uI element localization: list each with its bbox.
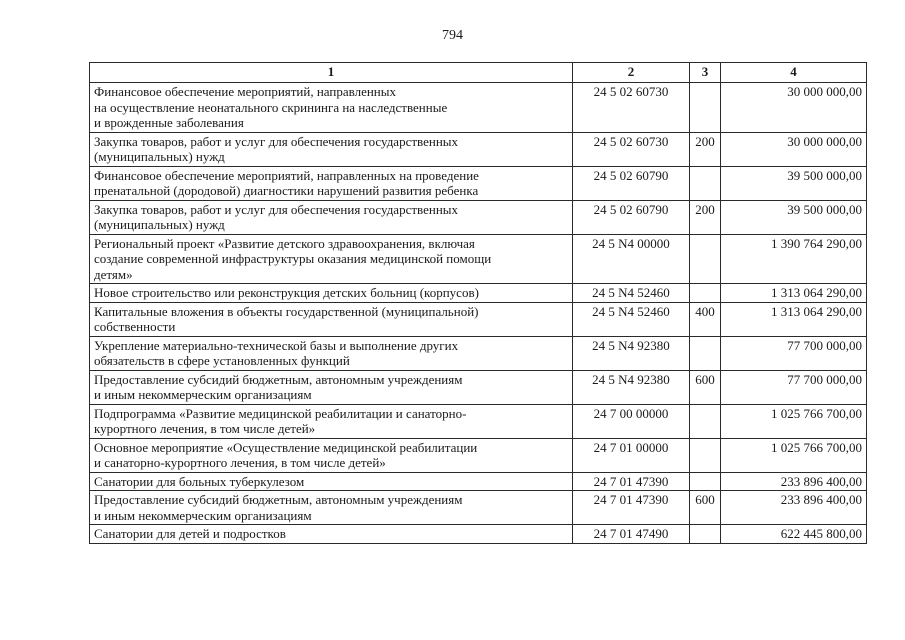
row-type-cell [690, 525, 721, 544]
row-sum-cell: 30 000 000,00 [721, 132, 867, 166]
row-name-cell: Капитальные вложения в объекты государственной (муниципальной) собственности [90, 302, 573, 336]
row-sum-cell: 39 500 000,00 [721, 200, 867, 234]
header-col-2: 2 [573, 63, 690, 83]
row-type-cell: 200 [690, 200, 721, 234]
table-row [90, 166, 867, 200]
row-sum-cell: 233 896 400,00 [721, 472, 867, 491]
row-sum-cell: 1 390 764 290,00 [721, 234, 867, 284]
table-row [90, 491, 867, 525]
row-code-cell: 24 7 01 47490 [573, 525, 690, 544]
row-type-cell: 600 [690, 491, 721, 525]
row-code-cell: 24 5 N4 00000 [573, 234, 690, 284]
row-sum-cell: 233 896 400,00 [721, 491, 867, 525]
row-type-cell: 200 [690, 132, 721, 166]
row-code-cell: 24 5 N4 52460 [573, 302, 690, 336]
table-row [90, 132, 867, 166]
row-code-cell: 24 5 02 60790 [573, 200, 690, 234]
row-sum-cell: 77 700 000,00 [721, 370, 867, 404]
table-row [90, 336, 867, 370]
header-col-4: 4 [721, 63, 867, 83]
table-row [90, 234, 867, 284]
row-code-cell: 24 5 02 60730 [573, 83, 690, 133]
row-code-cell: 24 7 01 47390 [573, 491, 690, 525]
row-code-cell: 24 5 02 60790 [573, 166, 690, 200]
row-type-cell [690, 284, 721, 303]
row-sum-cell: 39 500 000,00 [721, 166, 867, 200]
row-code-cell: 24 5 N4 92380 [573, 370, 690, 404]
header-col-1: 1 [90, 63, 573, 83]
page-number: 794 [442, 28, 463, 43]
row-code-cell: 24 7 01 47390 [573, 472, 690, 491]
row-type-cell [690, 438, 721, 472]
row-type-cell [690, 166, 721, 200]
table-row [90, 472, 867, 491]
row-type-cell [690, 404, 721, 438]
table-row [90, 438, 867, 472]
row-name-cell: Региональный проект «Развитие детского здравоохранения, включая создание современной инфраструктуры оказания медицинской помощи детям» [90, 234, 573, 284]
row-type-cell: 400 [690, 302, 721, 336]
table-body [90, 83, 867, 544]
row-sum-cell: 622 445 800,00 [721, 525, 867, 544]
row-type-cell [690, 336, 721, 370]
row-type-cell [690, 472, 721, 491]
row-type-cell [690, 234, 721, 284]
table-row [90, 284, 867, 303]
row-type-cell [690, 83, 721, 133]
row-code-cell: 24 5 N4 92380 [573, 336, 690, 370]
row-code-cell: 24 7 01 00000 [573, 438, 690, 472]
row-name-cell: Закупка товаров, работ и услуг для обеспечения государственных (муниципальных) нужд [90, 200, 573, 234]
row-name-cell: Санатории для больных туберкулезом [90, 472, 573, 491]
row-name-cell: Финансовое обеспечение мероприятий, направленных на проведение пренатальной (дородовой) диагностики нарушений развития ребенка [90, 166, 573, 200]
row-sum-cell: 30 000 000,00 [721, 83, 867, 133]
row-code-cell: 24 7 00 00000 [573, 404, 690, 438]
table-row [90, 525, 867, 544]
row-name-cell: Закупка товаров, работ и услуг для обеспечения государственных (муниципальных) нужд [90, 132, 573, 166]
row-name-cell: Укрепление материально-технической базы и выполнение других обязательств в сфере установленных функций [90, 336, 573, 370]
budget-table [89, 62, 867, 544]
row-name-cell: Предоставление субсидий бюджетным, автономным учреждениям и иным некоммерческим организациям [90, 491, 573, 525]
row-sum-cell: 1 313 064 290,00 [721, 284, 867, 303]
row-sum-cell: 1 025 766 700,00 [721, 404, 867, 438]
row-type-cell: 600 [690, 370, 721, 404]
row-sum-cell: 77 700 000,00 [721, 336, 867, 370]
table-header-row [90, 63, 867, 83]
row-name-cell: Предоставление субсидий бюджетным, автономным учреждениям и иным некоммерческим организациям [90, 370, 573, 404]
header-col-3: 3 [690, 63, 721, 83]
row-name-cell: Санатории для детей и подростков [90, 525, 573, 544]
table-row [90, 404, 867, 438]
table-row [90, 302, 867, 336]
row-code-cell: 24 5 02 60730 [573, 132, 690, 166]
table-row [90, 83, 867, 133]
table-row [90, 200, 867, 234]
table-row [90, 370, 867, 404]
row-sum-cell: 1 025 766 700,00 [721, 438, 867, 472]
row-code-cell: 24 5 N4 52460 [573, 284, 690, 303]
row-name-cell: Новое строительство или реконструкция детских больниц (корпусов) [90, 284, 573, 303]
row-name-cell: Подпрограмма «Развитие медицинской реабилитации и санаторно- курортного лечения, в том числе детей» [90, 404, 573, 438]
row-sum-cell: 1 313 064 290,00 [721, 302, 867, 336]
row-name-cell: Финансовое обеспечение мероприятий, направленных на осуществление неонатального скрининга на наследственные и врожденные заболевания [90, 83, 573, 133]
row-name-cell: Основное мероприятие «Осуществление медицинской реабилитации и санаторно-курортного лечения, в том числе детей» [90, 438, 573, 472]
